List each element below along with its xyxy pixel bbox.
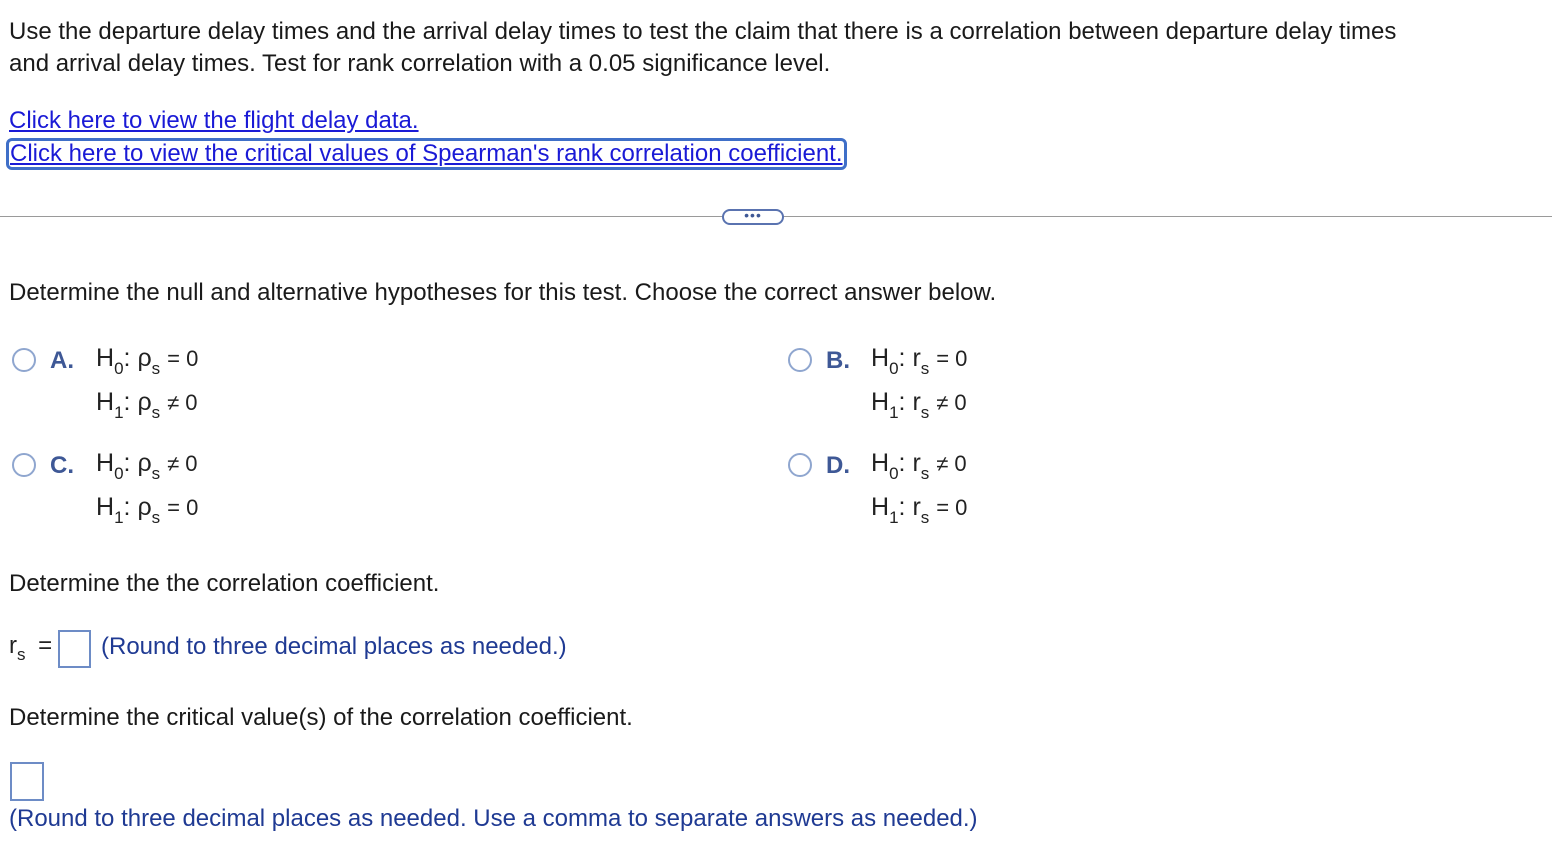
option-b-null-hypothesis: $H_0$: $r_s = 0$ (871, 344, 968, 378)
option-c-alt-hypothesis: $H_1$: $\rho_s = 0$ (96, 493, 199, 527)
rs-answer-input[interactable] (58, 630, 91, 668)
hypotheses-prompt: Determine the null and alternative hypotheses for this test. Choose the correct answer below. (9, 279, 997, 306)
flight-data-link[interactable]: Click here to view the flight delay data. (9, 107, 419, 134)
option-c-null-hypothesis: $H_0$: $\rho_s \ne 0$ (96, 449, 198, 483)
option-d-radio[interactable] (788, 453, 812, 477)
more-options-button[interactable]: ••• (722, 209, 784, 225)
option-d-label[interactable]: D. (826, 452, 850, 479)
critical-values-link[interactable]: Click here to view the critical values of Spearman's rank correlation coefficient. (10, 140, 843, 167)
rs-label: $r_s$ = (9, 632, 53, 664)
option-b-alt-hypothesis: $H_1$: $r_s \ne 0$ (871, 388, 967, 422)
option-d-null-hypothesis: $H_0$: $r_s \ne 0$ (871, 449, 967, 483)
option-b-label[interactable]: B. (826, 347, 850, 374)
correlation-coefficient-prompt: Determine the the correlation coefficient. (9, 570, 440, 597)
option-b-radio[interactable] (788, 348, 812, 372)
option-d-alt-hypothesis: $H_1$: $r_s = 0$ (871, 493, 968, 527)
rs-rounding-note: (Round to three decimal places as needed.) (101, 633, 567, 660)
option-a-null-hypothesis: $H_0$: $\rho_s = 0$ (96, 344, 199, 378)
option-a-label[interactable]: A. (50, 347, 74, 374)
problem-statement-line-1: Use the departure delay times and the arrival delay times to test the claim that there is a correlation between departure delay times (9, 18, 1397, 45)
critical-values-answer-input[interactable] (10, 762, 44, 801)
option-a-alt-hypothesis: $H_1$: $\rho_s \ne 0$ (96, 388, 198, 422)
critical-values-prompt: Determine the critical value(s) of the correlation coefficient. (9, 704, 633, 731)
option-c-label[interactable]: C. (50, 452, 74, 479)
option-c-radio[interactable] (12, 453, 36, 477)
critical-values-rounding-note: (Round to three decimal places as needed. Use a comma to separate answers as needed.) (9, 805, 978, 832)
problem-statement-line-2: and arrival delay times. Test for rank correlation with a 0.05 significance level. (9, 50, 831, 77)
option-a-radio[interactable] (12, 348, 36, 372)
